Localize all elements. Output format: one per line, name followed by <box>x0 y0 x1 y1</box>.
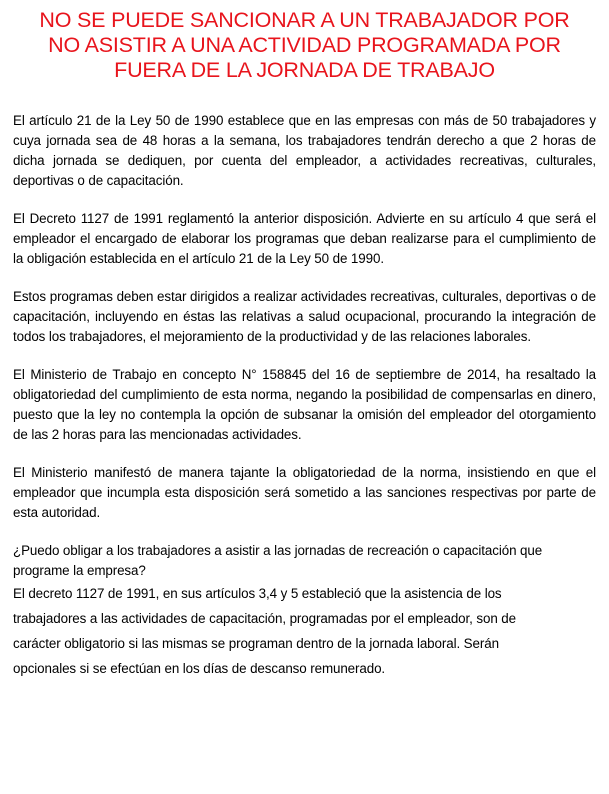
paragraph-ministerio-concepto: El Ministerio de Trabajo en concepto N° 158845 del 16 de septiembre de 2014, ha resaltado la obligatoriedad del cumplimiento de esta norma, negando la posibilidad de compensarlas en dinero, puesto que la ley no contempla la opción de subsanar la omisión del empleador del otorgamiento de las 2 horas para las mencionadas actividades. <box>13 367 596 442</box>
paragraph-programas: Estos programas deben estar dirigidos a realizar actividades recreativas, culturales, deportivas o de capacitación, incluyendo en éstas las relativas a salud ocupacional, procurando la integración de todos los trabajadores, el mejoramiento de la productividad y de las relaciones laborales. <box>13 289 596 344</box>
document-title <box>13 8 596 83</box>
document-body <box>13 111 596 681</box>
title-line-3: FUERA DE LA JORNADA DE TRABAJO <box>114 58 495 82</box>
answer-line-3: carácter obligatorio si las mismas se programan dentro de la jornada laboral. Serán <box>13 636 499 651</box>
paragraph-ley-50: El artículo 21 de la Ley 50 de 1990 establece que en las empresas con más de 50 trabajadores y cuya jornada sea de 48 horas a la semana, los trabajadores tendrán derecho a que 2 horas de dicha jornada se dediquen, por cuenta del empleador, a actividades recreativas, culturales, deportivas o de capacitación. <box>13 113 596 188</box>
answer-text <box>13 581 596 681</box>
answer-line-4: opcionales si se efectúan en los días de descanso remunerado. <box>13 661 386 676</box>
title-line-1: NO SE PUEDE SANCIONAR A UN TRABAJADOR POR <box>39 8 570 32</box>
paragraph-decreto-1127: El Decreto 1127 de 1991 reglamentó la anterior disposición. Advierte en su artículo 4 que será el empleador el encargado de elaborar los programas que deban realizarse para el cumplimiento de la obligación establecida en el artículo 21 de la Ley 50 de 1990. <box>13 211 596 266</box>
answer-line-1: El decreto 1127 de 1991, en sus artículos 3,4 y 5 estableció que la asistencia de los <box>13 586 502 601</box>
title-line-2: NO ASISTIR A UNA ACTIVIDAD PROGRAMADA POR <box>48 33 561 57</box>
question-text: ¿Puedo obligar a los trabajadores a asistir a las jornadas de recreación o capacitación que programe la empresa? <box>13 543 543 578</box>
paragraph-ministerio-sanciones: El Ministerio manifestó de manera tajante la obligatoriedad de la norma, insistiendo en que el empleador que incumpla esta disposición será sometido a las sanciones respectivas por parte de esta autoridad. <box>13 465 596 520</box>
answer-line-2: trabajadores a las actividades de capacitación, programadas por el empleador, son de <box>13 611 516 626</box>
